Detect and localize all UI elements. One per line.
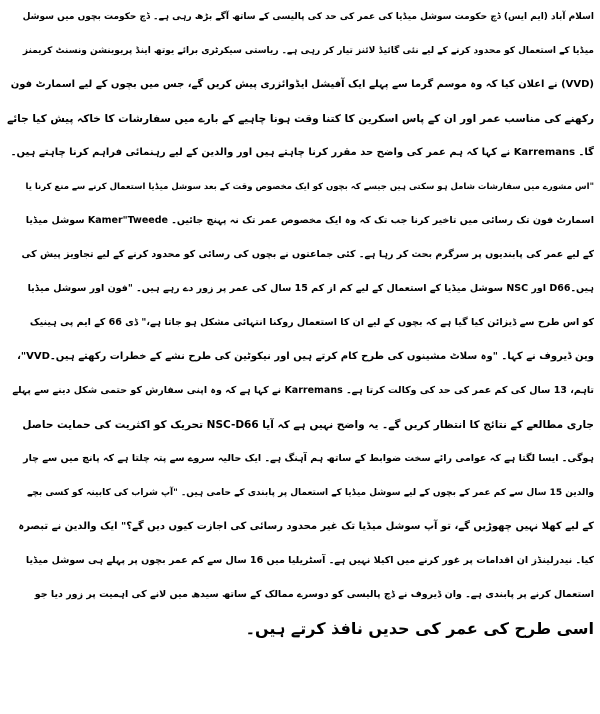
- article-line: وین ڈیروف نے کہا۔ "وہ سلاٹ مشینوں کی طرح کام کرتے ہیں اور نیکوٹین کی طرح نشے کے خطرات رکھتے ہیں۔VVD"،: [17, 351, 594, 362]
- article-line: رکھنے کی مناسب عمر اور ان کے پاس اسکرین کا کتنا وقت ہونا چاہیے کے بارے میں سفارشات کا خاکہ پیش کیا جائے: [7, 113, 594, 125]
- article-line: اسی طرح کی عمر کی حدیں نافذ کرتے ہیں۔: [245, 619, 594, 638]
- article-line: جاری مطالعے کے نتائج کا انتظار کریں گے۔ یہ واضح نہیں ہے کہ آیا NSC-D66 تحریک کو اکثریت کی حمایت حاصل: [22, 419, 594, 431]
- article-line: کے لیے کھلا نہیں چھوڑیں گے، تو آپ سوشل میڈیا تک غیر محدود رسائی کی اجازت کیوں دیں گے؟" ایک والدین نے تبصرہ: [18, 521, 594, 532]
- article-body: [6, 0, 594, 714]
- article-line: "اس مشورے میں سفارشات شامل ہو سکتی ہیں جیسے کہ بچوں کو ایک مخصوص وقت کے بعد سوشل میڈیا استعمال کرنے سے منع کرنا یا: [25, 182, 594, 192]
- article-line: کو اس طرح سے ڈیزائن کیا گیا ہے کہ بچوں کے لیے ان کا استعمال روکنا انتہائی مشکل ہو جاتا ہے،" ڈی 66 کے ایم پی ہینیک: [29, 317, 594, 328]
- article-line: اسلام آباد (ایم ایس) ڈچ حکومت سوشل میڈیا کی عمر کی حد کی پالیسی کے ساتھ آگے بڑھ رہی ہے۔ ڈچ حکومت بچوں میں سوشل: [22, 12, 594, 22]
- article-line: اسمارٹ فون تک رسائی میں تاخیر کرنا جب تک کہ وہ ایک مخصوص عمر تک نہ پہنچ جائیں۔ Kamer"Tweede سوشل میڈیا: [25, 215, 594, 226]
- article-line: تاہم، 13 سال کی کم عمر کی حد کی وکالت کرتا ہے۔ Karremans نے کہا ہے کہ وہ اپنی سفارش کو حتمی شکل دینے سے پہلے: [12, 385, 594, 396]
- article-line: (VVD) نے اعلان کیا کہ وہ موسم گرما سے پہلے ایک آفیشل ایڈوائزری پیش کریں گے، جس میں بچوں کے لیے اسمارٹ فون: [10, 79, 594, 90]
- article-line: استعمال کرنے پر پابندی ہے۔ وان ڈیروف نے ڈچ پالیسی کو دوسرے ممالک کے ساتھ سیدھ میں لانے کی اہمیت پر زور دیا جو: [34, 589, 594, 600]
- article-line: کیا۔ نیدرلینڈز ان اقدامات پر غور کرنے میں اکیلا نہیں ہے۔ آسٹریلیا میں 16 سال سے کم عمر بچوں پر پہلے ہی سوشل میڈیا: [25, 555, 594, 566]
- article-line: ہوگی۔ ایسا لگتا ہے کہ عوامی رائے سخت ضوابط کے ساتھ ہم آہنگ ہے۔ ایک حالیہ سروے سے پتہ چلتا ہے کہ پانچ میں سے چار: [23, 453, 594, 464]
- article-line: کے لیے عمر کی پابندیوں پر سرگرم بحث کر رہا ہے۔ کئی جماعتوں نے بچوں کی رسائی کو محدود کرنے کے لیے تجاویز پیش کی: [21, 249, 594, 260]
- article-line: گا۔ Karremans نے کہا کہ ہم عمر کی واضح حد مقرر کرنا چاہتے ہیں اور والدین کے لیے رہنمائی فراہم کرنا چاہتے ہیں۔: [10, 147, 594, 158]
- article-line: ہیں۔D66 اور NSC سوشل میڈیا کے استعمال کے لیے کم از کم 15 سال کی عمر پر زور دے رہے ہیں۔ "فون اور سوشل میڈیا: [27, 283, 594, 294]
- article-line: میڈیا کے استعمال کو محدود کرنے کے لیے نئی گائیڈ لائنز تیار کر رہی ہے۔ ریاستی سیکرٹری برائے یوتھ اینڈ پریوینشن ونسنٹ کریمنز: [22, 46, 594, 56]
- article-line: والدین 15 سال سے کم عمر کے بچوں کے لیے سوشل میڈیا کے استعمال پر پابندی کے حامی ہیں۔ "آپ شراب کی کابینہ کو کسی بچے: [27, 488, 594, 498]
